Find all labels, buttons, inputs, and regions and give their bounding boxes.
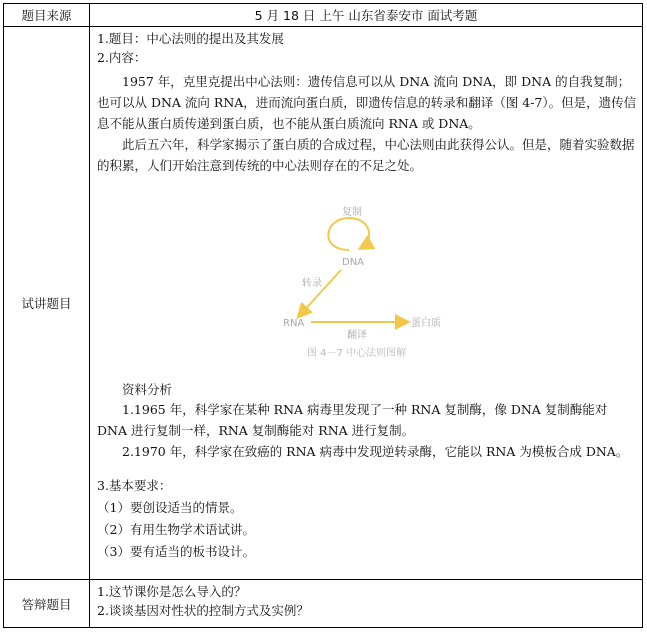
row-divider [4, 26, 642, 27]
source-label: 题目来源 [21, 8, 72, 23]
requirement-1: （1）要创设适当的情景。 [97, 500, 243, 515]
requirements-title: 3.基本要求： [97, 478, 172, 493]
content-heading: 2.内容： [97, 50, 147, 65]
replication-arrow [328, 218, 369, 250]
replication-label: 复制 [342, 207, 362, 218]
transcription-arrow [299, 270, 341, 316]
lecture-topic: 1.题目：中心法则的提出及其发展 [97, 31, 284, 46]
rna-node: RNA [283, 318, 305, 329]
requirement-2: （2）有用生物学术语试讲。 [97, 522, 255, 537]
analysis-item-1: 1.1965 年，科学家在某种 RNA 病毒里发现了一种 RNA 复制酶，像 DNA 复制酶能对 DNA 进行复制一样，RNA 复制酶能对 RNA 进行复制。 [97, 402, 608, 438]
central-dogma-diagram [199, 200, 459, 360]
transcription-label: 转录 [302, 278, 322, 289]
defense-question-2: 2.谈谈基因对性状的控制方式及实例？ [97, 603, 309, 618]
dna-node: DNA [342, 257, 365, 268]
figure-caption: 图 4－7 中心法则图解 [307, 348, 407, 359]
lecture-label: 试讲题目 [21, 296, 72, 311]
protein-node: 蛋白质 [411, 318, 441, 329]
analysis-item-2: 2.1970 年，科学家在致癌的 RNA 病毒中发现逆转录酶，它能以 RNA 为模板合成 DNA。 [122, 444, 629, 459]
source-value: 5 月 18 日 上午 山东省泰安市 面试考题 [254, 8, 478, 23]
row-divider [4, 579, 642, 580]
paragraph-1: 1957 年，克里克提出中心法则：遗传信息可以从 DNA 流向 DNA，即 DNA 的自我复制；也可以从 DNA 流向 RNA，进而流向蛋白质，即遗传信息的转录和翻译（图 4-7）。但是，遗传信息不能从蛋白质传递到蛋白质，也不能从蛋白质流向 RNA 或 DNA。 [97, 74, 637, 131]
column-divider [89, 4, 90, 627]
defense-label: 答辩题目 [21, 596, 72, 612]
analysis-title: 资料分析 [122, 382, 173, 397]
defense-content [97, 582, 638, 626]
paragraph-2: 此后五六年，科学家揭示了蛋白质的合成过程，中心法则由此获得公认。但是，随着实验数据的积累，人们开始注意到传统的中心法则存在的不足之处。 [97, 137, 635, 173]
requirement-3: （3）要有适当的板书设计。 [97, 544, 255, 559]
translation-label: 翻译 [347, 330, 367, 341]
defense-question-1: 1.这节课你是怎么导入的？ [97, 584, 247, 599]
